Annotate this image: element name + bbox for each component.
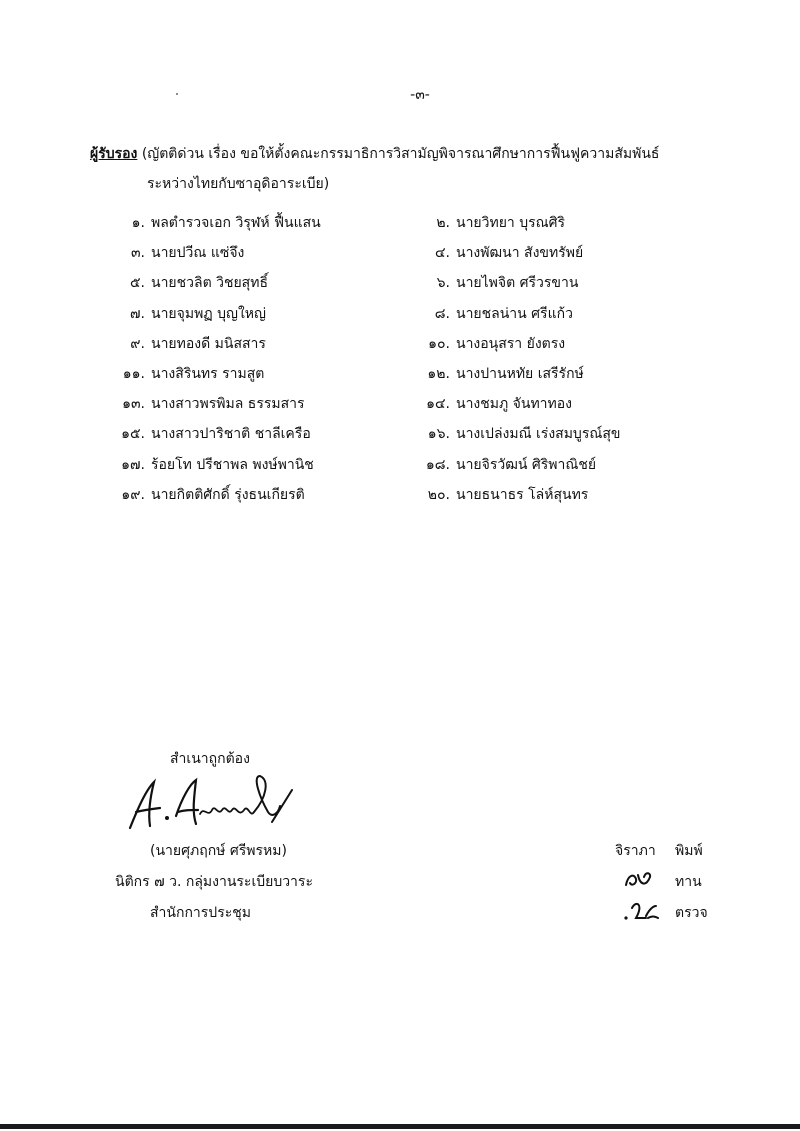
signer-name: นายธนาธร โล่ห์สุนทร [456, 486, 589, 503]
checker-initial [620, 898, 660, 924]
signer-item [87, 242, 244, 264]
signer-number: ๗. [130, 305, 145, 322]
signer-item [412, 454, 596, 476]
signer-number: ๑๒. [427, 366, 450, 382]
signer-name: นายไพจิต ศรีวรขาน [456, 275, 579, 292]
signer-item [87, 212, 321, 234]
signer-number: ๒. [436, 215, 450, 231]
signer-name: ร้อยโท ปรีชาพล พงษ์พานิช [151, 456, 314, 473]
signer-item [412, 484, 588, 506]
reviewer-initial [620, 867, 660, 893]
signer-item [87, 423, 311, 445]
signer-name: นายจิรวัฒน์ ศิริพาณิชย์ [456, 456, 597, 473]
signer-name: นางเปล่งมณี เร่งสมบูรณ์สุข [456, 426, 621, 443]
signer-item [412, 393, 572, 415]
signer-name: นายทองดี มนิสสาร [151, 335, 266, 352]
page-number: -๓- [410, 87, 430, 103]
signer-item [87, 303, 266, 325]
signer-number: ๑๓. [122, 396, 145, 413]
checker-row [600, 902, 710, 933]
signer-name: นายกิตติศักดิ์ รุ่งธนเกียรติ [151, 486, 305, 503]
signer-item [412, 212, 565, 234]
bottom-border [0, 1124, 800, 1129]
signer-number: ๓. [130, 245, 145, 262]
signer-number: ๔. [434, 245, 450, 262]
signer-number: ๑๔. [426, 396, 450, 413]
signer-item [412, 242, 583, 264]
heading-continuation: ระหว่างไทยกับซาอุดิอาระเบีย) [147, 176, 330, 192]
signer-number: ๘. [434, 305, 450, 322]
scan-speck [176, 93, 178, 95]
signer-name: นายจุมพฏ บุญใหญ่ [151, 305, 266, 322]
signer-number: ๑๙. [121, 486, 145, 503]
signer-name: นางสิรินทร รามสูต [151, 366, 265, 382]
signer-number: ๑๑. [122, 366, 145, 382]
signer-name: พลตำรวจเอก วิรุฬห์ ฟื้นแสน [151, 215, 321, 231]
signer-number: ๙. [130, 335, 145, 352]
signer-name: นายชลน่าน ศรีแก้ว [456, 305, 573, 322]
signer-number: ๑๕. [121, 426, 145, 443]
signer-number: ๑๖. [427, 426, 450, 443]
heading [90, 139, 760, 169]
signer-item [87, 393, 305, 415]
signer-name: นางพัฒนา สังขทรัพย์ [456, 245, 584, 262]
signer-name: นายวิทยา บุรณศิริ [456, 215, 566, 231]
signer-item [412, 333, 565, 355]
certifier-name: (นายศุภฤกษ์ ศรีพรหม) [150, 843, 287, 859]
signer-item [412, 363, 584, 385]
signer-number: ๑๗. [121, 456, 145, 473]
signer-name: นางสาวปาริชาติ ชาลีเครือ [151, 426, 311, 443]
signer-item [412, 423, 620, 445]
checker-label: ตรวจ [675, 905, 708, 921]
typist-name: จิราภา [615, 843, 656, 859]
signer-item [87, 454, 314, 476]
signer-number: ๕. [129, 275, 145, 292]
signer-number: ๑. [131, 215, 145, 231]
signer-item [87, 333, 266, 355]
signer-number: ๖. [436, 275, 450, 292]
signer-item [87, 272, 268, 294]
processing-block [600, 840, 710, 933]
signer-number: ๑๘. [425, 456, 450, 473]
signer-name: นางปานหทัย เสรีรักษ์ [456, 366, 584, 382]
heading-text: (ญัตติด่วน เรื่อง ขอให้ตั้งคณะกรรมาธิการวิสามัญพิจารณาศึกษาการฟื้นฟูความสัมพันธ์ [137, 146, 660, 162]
heading-label: ผู้รับรอง [90, 146, 138, 162]
signature [120, 768, 320, 838]
signer-name: นายชวลิต วิชยสุทธิ์ [151, 275, 269, 292]
reviewer-label: ทาน [675, 874, 702, 890]
signer-name: นายปวีณ แซ่จึง [151, 245, 245, 262]
signer-item [87, 484, 305, 506]
signer-name: นางสาวพรพิมล ธรรมสาร [151, 396, 305, 413]
signer-number: ๑๐. [428, 335, 450, 352]
certifier-office: สำนักการประชุม [150, 905, 251, 921]
certifier-title: นิติกร ๗ ว. กลุ่มงานระเบียบวาระ [115, 874, 313, 890]
signer-name: นางชมภู จันทาทอง [456, 396, 573, 413]
typist-label: พิมพ์ [675, 843, 703, 859]
certification-label: สำเนาถูกต้อง [170, 751, 250, 767]
signer-item [412, 303, 573, 325]
signer-number: ๒๐. [427, 486, 450, 503]
signer-item [87, 363, 264, 385]
signer-name: นางอนุสรา ยังตรง [456, 335, 566, 352]
signer-item [412, 272, 578, 294]
